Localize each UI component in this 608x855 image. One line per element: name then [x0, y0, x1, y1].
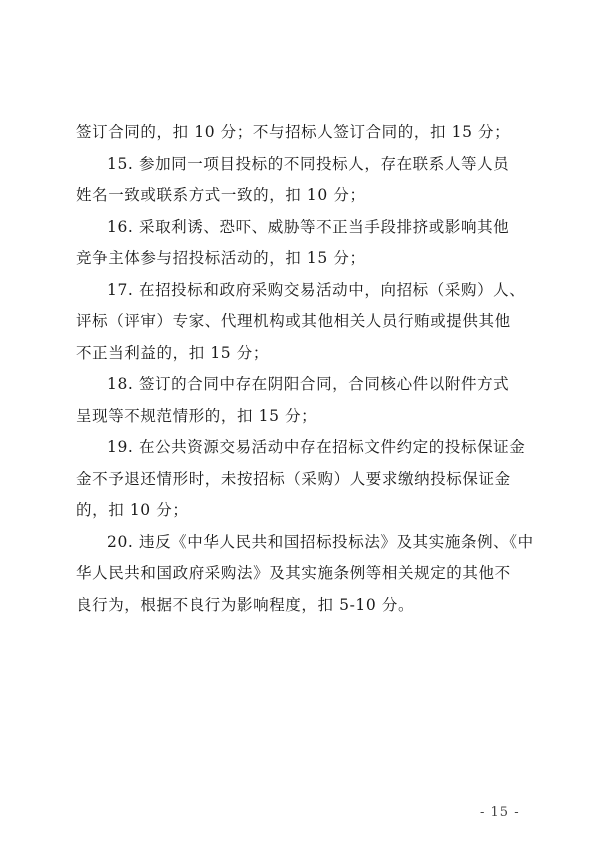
item-17-line: 17. 在招投标和政府采购交易活动中，向招标（采购）人、: [107, 280, 526, 299]
item-19-line: 19. 在公共资源交易活动中存在招标文件约定的投标保证金: [107, 438, 526, 456]
text-line: 呈现等不规范情形的，扣 15 分；: [76, 406, 318, 425]
item-20-line: 20. 违反《中华人民共和国招标投标法》及其实施条例、《中: [107, 532, 534, 551]
item-18-line: 18. 签订的合同中存在阴阳合同，合同核心件以附件方式: [107, 375, 510, 393]
text-line: 金不予退还情形时，未按招标（采购）人要求缴纳投标保证金: [76, 469, 511, 488]
item-15-line: 15. 参加同一项目投标的不同投标人，存在联系人等人员: [107, 154, 510, 173]
text-line: 竞争主体参与招投标活动的，扣 15 分；: [76, 249, 366, 267]
body-text: [76, 117, 538, 621]
text-line: 评标（评审）专家、代理机构或其他相关人员行贿或提供其他: [76, 312, 511, 330]
text-line: 的，扣 10 分；: [76, 501, 189, 519]
text-line: 姓名一致或联系方式一致的，扣 10 分；: [76, 186, 366, 204]
page-number: - 15 -: [480, 805, 520, 820]
text-line: 良行为，根据不良行为影响程度，扣 5-10 分。: [76, 595, 415, 614]
text-line: 不正当利益的，扣 15 分；: [76, 343, 269, 362]
text-line: 华人民共和国政府采购法》及其实施条例等相关规定的其他不: [76, 564, 511, 582]
item-16-line: 16. 采取利诱、恐吓、威胁等不正当手段排挤或影响其他: [107, 217, 510, 236]
text-line: 签订合同的，扣 10 分；不与招标人签订合同的，扣 15 分；: [76, 123, 511, 141]
